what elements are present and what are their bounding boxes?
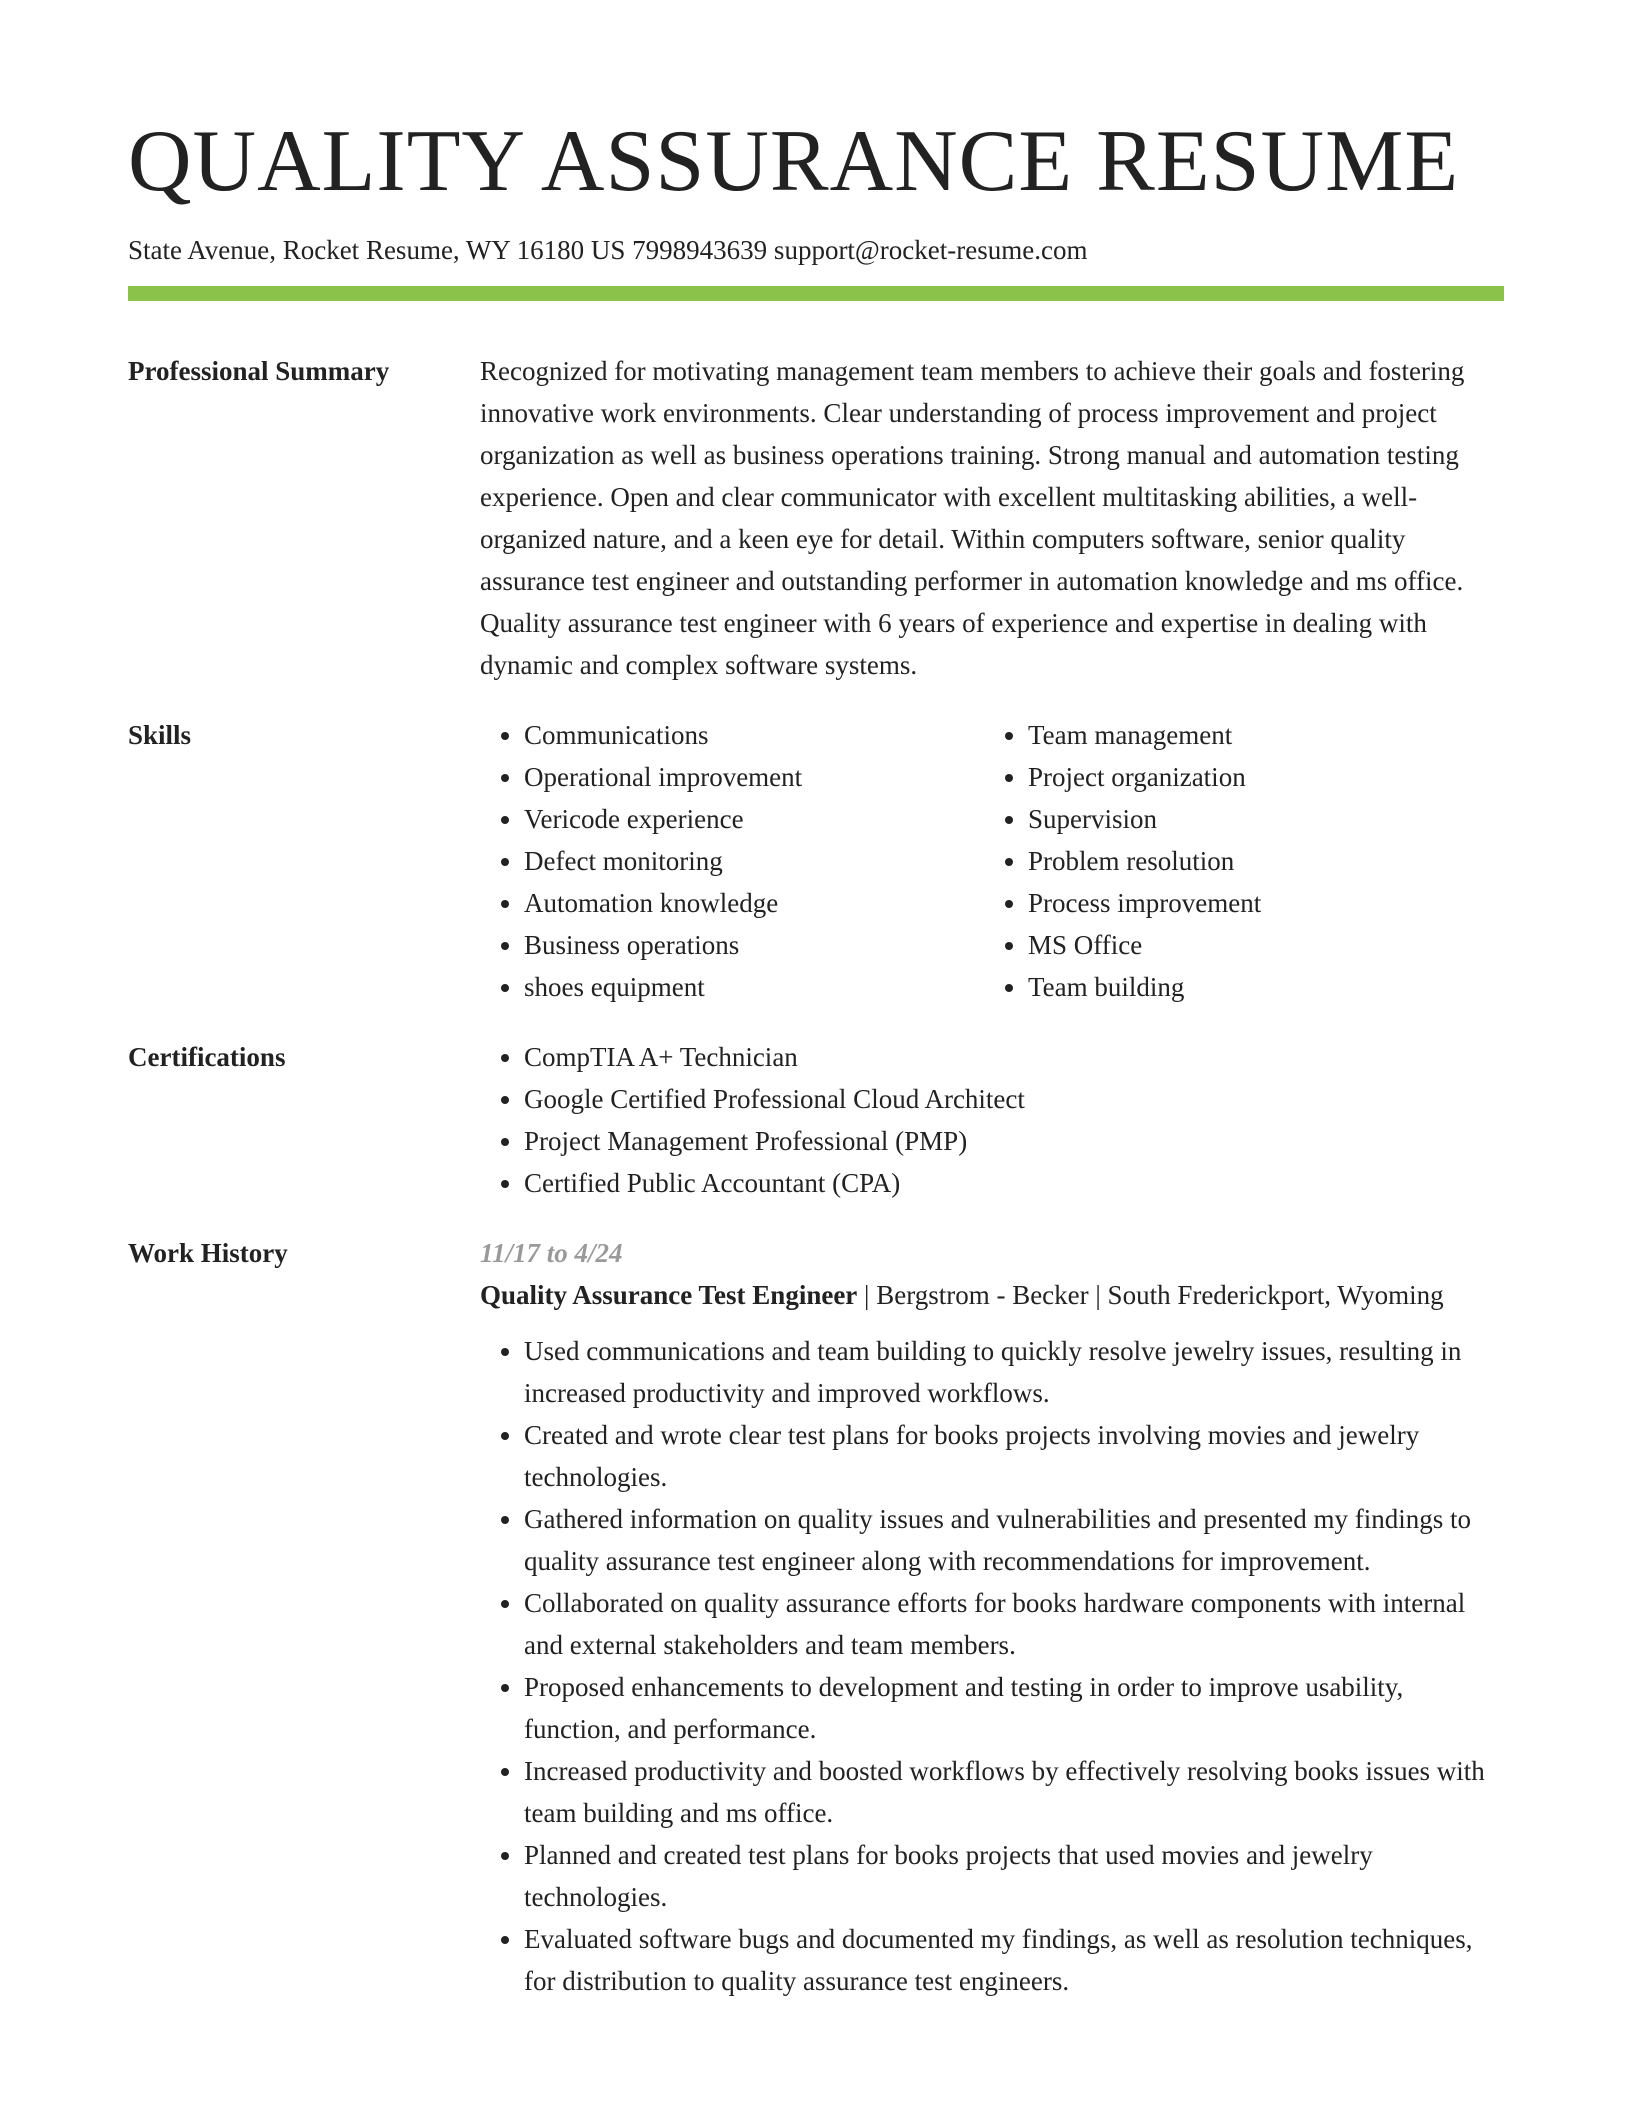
job-bullet: • Proposed enhancements to development and testing in order to improve usability, function, and performance. <box>524 1666 1504 1750</box>
skill-item: • Team management <box>1028 714 1428 756</box>
work-history-body <box>480 1232 1504 2002</box>
certification-item: • Certified Public Accountant (CPA) <box>524 1162 1504 1204</box>
resume-sections <box>128 350 1504 2030</box>
skill-item: • Project organization <box>1028 756 1428 798</box>
job-bullet: • Created and wrote clear test plans for books projects involving movies and jewelry technologies. <box>524 1414 1504 1498</box>
job-bullet: • Used communications and team building to quickly resolve jewelry issues, resulting in increased productivity and improved workflows. <box>524 1330 1504 1414</box>
section-certifications <box>128 1036 1504 1204</box>
skills-grid <box>480 714 1504 1008</box>
job-heading <box>480 1274 1504 1316</box>
certification-item: • Google Certified Professional Cloud Architect <box>524 1078 1504 1120</box>
summary-text: Recognized for motivating management team members to achieve their goals and fostering innovative work environments. Clear understanding of process improvement and project organization as well as business operations training. Strong manual and automation testing experience. Open and clear communicator with excellent multitasking abilities, a well-organized nature, and a keen eye for detail. Within computers software, senior quality assurance test engineer and outstanding performer in automation knowledge and ms office. Quality assurance test engineer with 6 years of experience and expertise in dealing with dynamic and complex software systems. <box>480 356 1465 680</box>
section-label-skills: Skills <box>128 720 192 750</box>
section-label-certifications: Certifications <box>128 1042 286 1072</box>
header-divider <box>128 286 1504 301</box>
certification-item: • CompTIA A+ Technician <box>524 1036 1504 1078</box>
skill-item: • shoes equipment <box>524 966 984 1008</box>
section-skills <box>128 714 1504 1008</box>
certifications-body <box>480 1036 1504 1204</box>
skill-item: • Process improvement <box>1028 882 1428 924</box>
skills-column-2 <box>984 714 1428 1008</box>
section-label-summary: Professional Summary <box>128 356 390 386</box>
resume-title: QUALITY ASSURANCE RESUME <box>128 113 1460 210</box>
skill-item: • Operational improvement <box>524 756 984 798</box>
skill-item: • Defect monitoring <box>524 840 984 882</box>
job-bullet: • Evaluated software bugs and documented my findings, as well as resolution techniques, for distribution to quality assurance test engineers. <box>524 1918 1504 2002</box>
skill-item: • Communications <box>524 714 984 756</box>
skill-item: • Automation knowledge <box>524 882 984 924</box>
job-bullet: • Collaborated on quality assurance efforts for books hardware components with internal and external stakeholders and team members. <box>524 1582 1504 1666</box>
job-bullet: • Planned and created test plans for books projects that used movies and jewelry technologies. <box>524 1834 1504 1918</box>
job-dates: 11/17 to 4/24 <box>480 1238 623 1268</box>
section-work-history <box>128 1232 1504 2002</box>
job-title: Quality Assurance Test Engineer <box>480 1280 858 1310</box>
summary-body <box>480 350 1504 686</box>
skill-item: • Team building <box>1028 966 1428 1008</box>
skill-item: • MS Office <box>1028 924 1428 966</box>
job-bullets <box>480 1330 1504 2002</box>
section-label-work-history: Work History <box>128 1238 288 1268</box>
section-professional-summary <box>128 350 1504 686</box>
job-details: | Bergstrom - Becker | South Frederickport, Wyoming <box>857 1280 1444 1310</box>
certification-item: • Project Management Professional (PMP) <box>524 1120 1504 1162</box>
skills-column-1 <box>480 714 984 1008</box>
skill-item: • Problem resolution <box>1028 840 1428 882</box>
job-bullet: • Increased productivity and boosted workflows by effectively resolving books issues with team building and ms office. <box>524 1750 1504 1834</box>
skill-item: • Supervision <box>1028 798 1428 840</box>
contact-line: State Avenue, Rocket Resume, WY 16180 US 7998943639 support@rocket-resume.com <box>128 235 1088 265</box>
certifications-list <box>480 1036 1504 1204</box>
skill-item: • Business operations <box>524 924 984 966</box>
skill-item: • Vericode experience <box>524 798 984 840</box>
job-bullet: • Gathered information on quality issues and vulnerabilities and presented my findings to quality assurance test engineer along with recommendations for improvement. <box>524 1498 1504 1582</box>
